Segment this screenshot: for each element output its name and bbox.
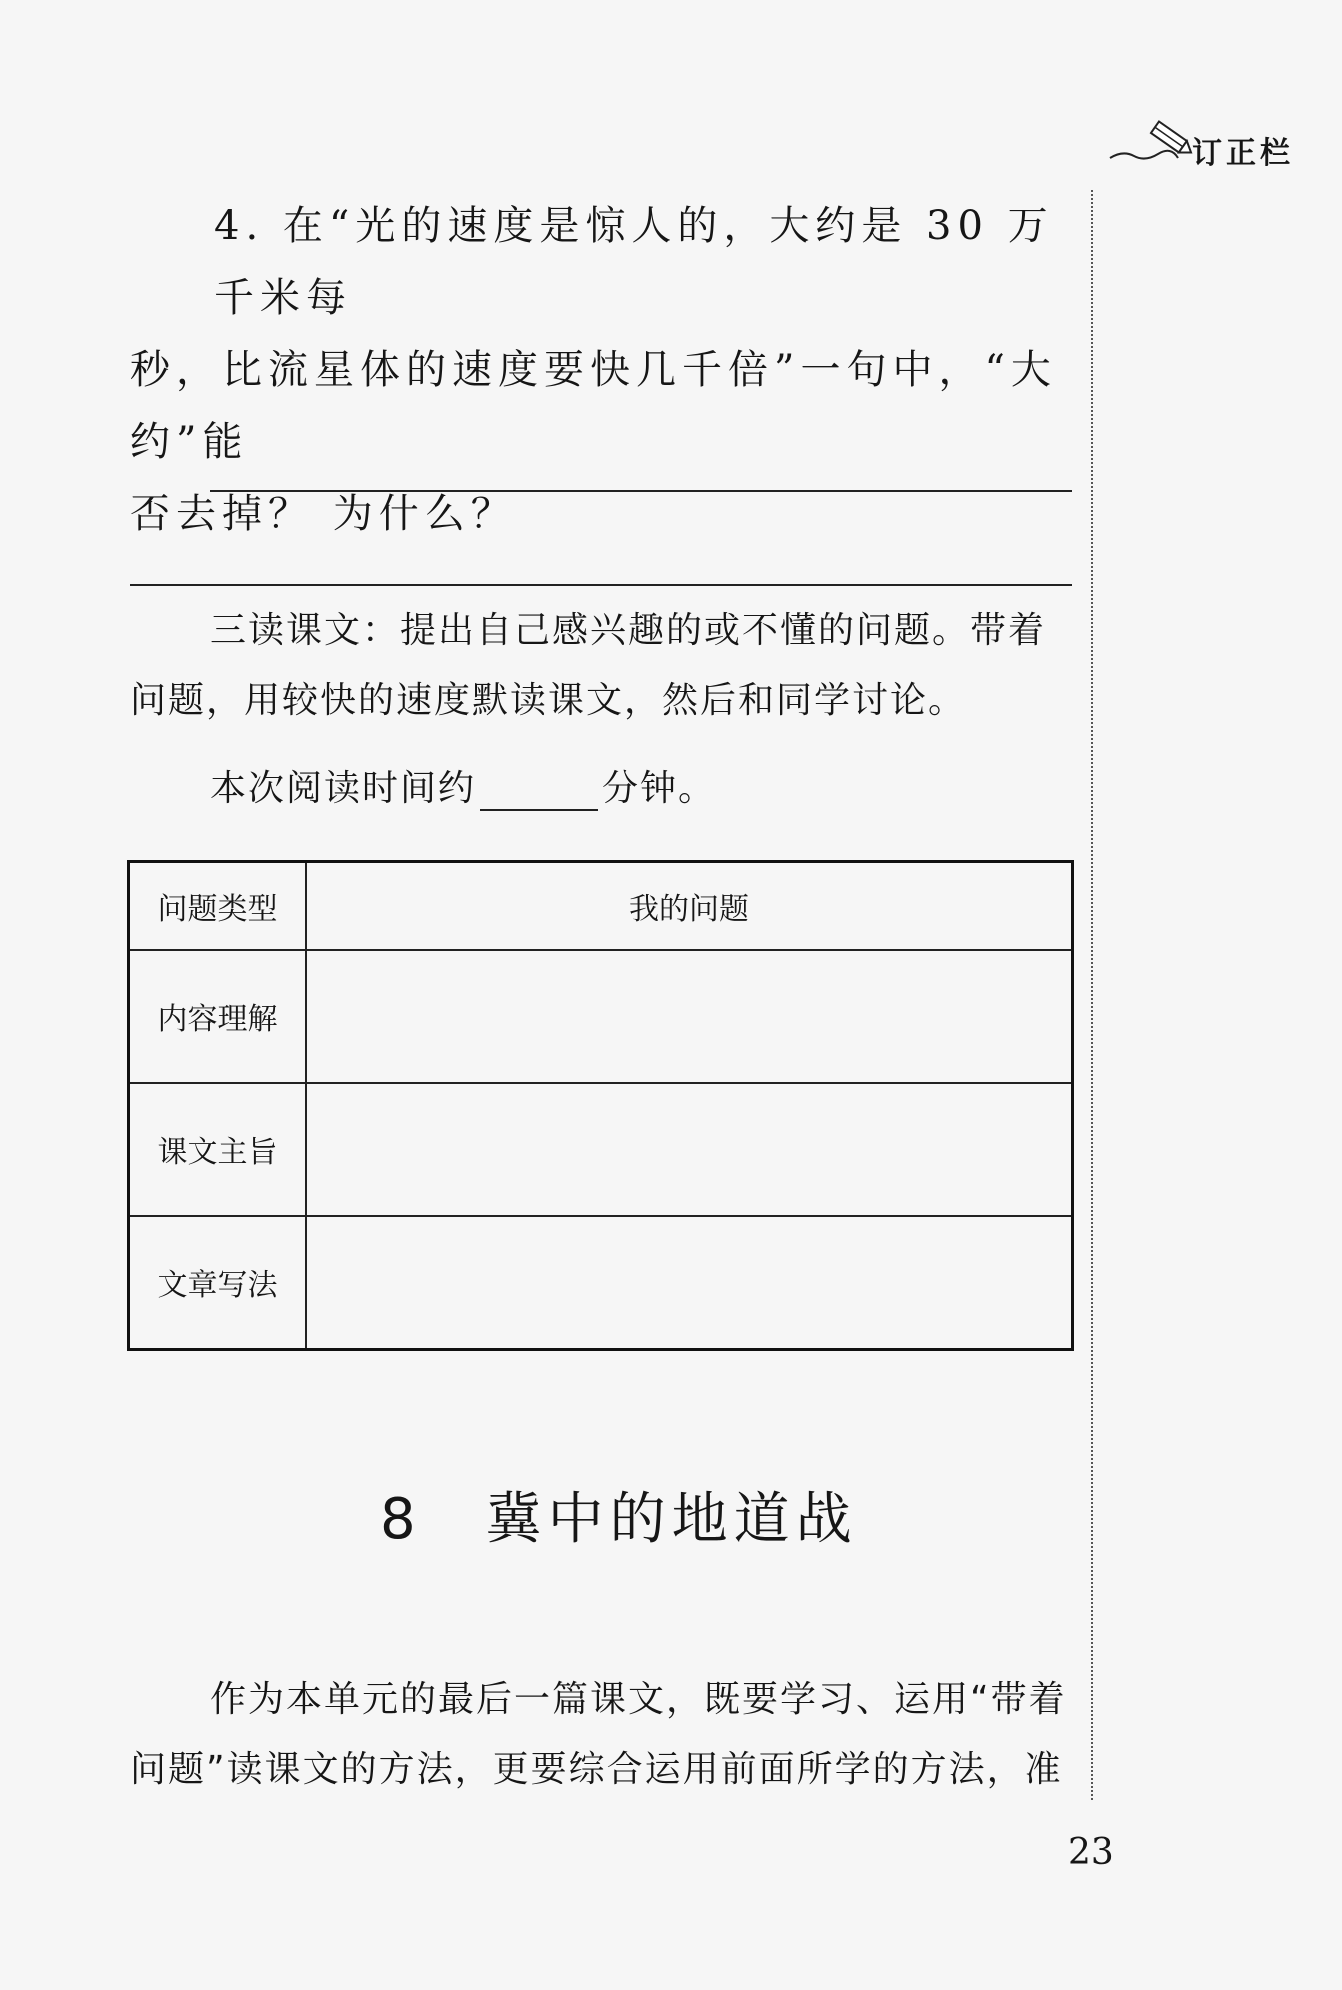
table-header-row <box>129 862 1073 950</box>
answer-line-1[interactable] <box>210 490 1072 492</box>
page-number: 23 <box>1068 1832 1114 1873</box>
row-label-theme: 课文主旨 <box>129 1083 307 1216</box>
reading-time-suffix: 分钟。 <box>602 768 717 809</box>
table-row <box>129 950 1073 1083</box>
answer-cell-theme[interactable] <box>306 1083 1073 1216</box>
header-my-question: 我的问题 <box>306 862 1073 950</box>
lesson-intro <box>130 1665 1075 1805</box>
reading-instructions <box>130 596 1075 736</box>
reading-time-prefix: 本次阅读时间约 <box>210 768 477 809</box>
question-4 <box>130 190 1075 550</box>
table-row <box>129 1216 1073 1350</box>
correction-column-divider <box>1091 190 1093 1800</box>
question-4-line-2: 秒，比流星体的速度要快几千倍”一句中，“大约”能 <box>130 347 1057 465</box>
answer-cell-content[interactable] <box>306 950 1073 1083</box>
lesson-title-text: 冀中的地道战 <box>485 1487 858 1552</box>
answer-cell-writing[interactable] <box>306 1216 1073 1350</box>
lesson-number: 8 <box>380 1487 422 1552</box>
reading-time <box>210 760 716 811</box>
intro-line-1: 作为本单元的最后一篇课文，既要学习、运用“带着 <box>210 1679 1067 1720</box>
pencil-icon <box>1108 120 1198 170</box>
row-label-content: 内容理解 <box>129 950 307 1083</box>
correction-column-label: 订正栏 <box>1192 136 1294 171</box>
lesson-title <box>380 1475 858 1555</box>
question-4-line-1: 4. 在“光的速度是惊人的，大约是 30 万千米每 <box>214 203 1054 321</box>
reading-line-1: 三读课文：提出自己感兴趣的或不懂的问题。带着 <box>210 610 1047 651</box>
row-label-writing: 文章写法 <box>129 1216 307 1350</box>
table-row <box>129 1083 1073 1216</box>
reading-time-blank[interactable] <box>480 775 598 811</box>
question-table <box>127 860 1074 1351</box>
correction-column-header <box>1108 120 1328 180</box>
header-question-type: 问题类型 <box>129 862 307 950</box>
reading-line-2: 问题，用较快的速度默读课文，然后和同学讨论。 <box>130 680 967 721</box>
question-4-line-3: 否去掉？ 为什么？ <box>130 491 517 537</box>
answer-line-2[interactable] <box>130 584 1072 586</box>
intro-line-2: 问题”读课文的方法，更要综合运用前面所学的方法，准 <box>130 1749 1063 1790</box>
